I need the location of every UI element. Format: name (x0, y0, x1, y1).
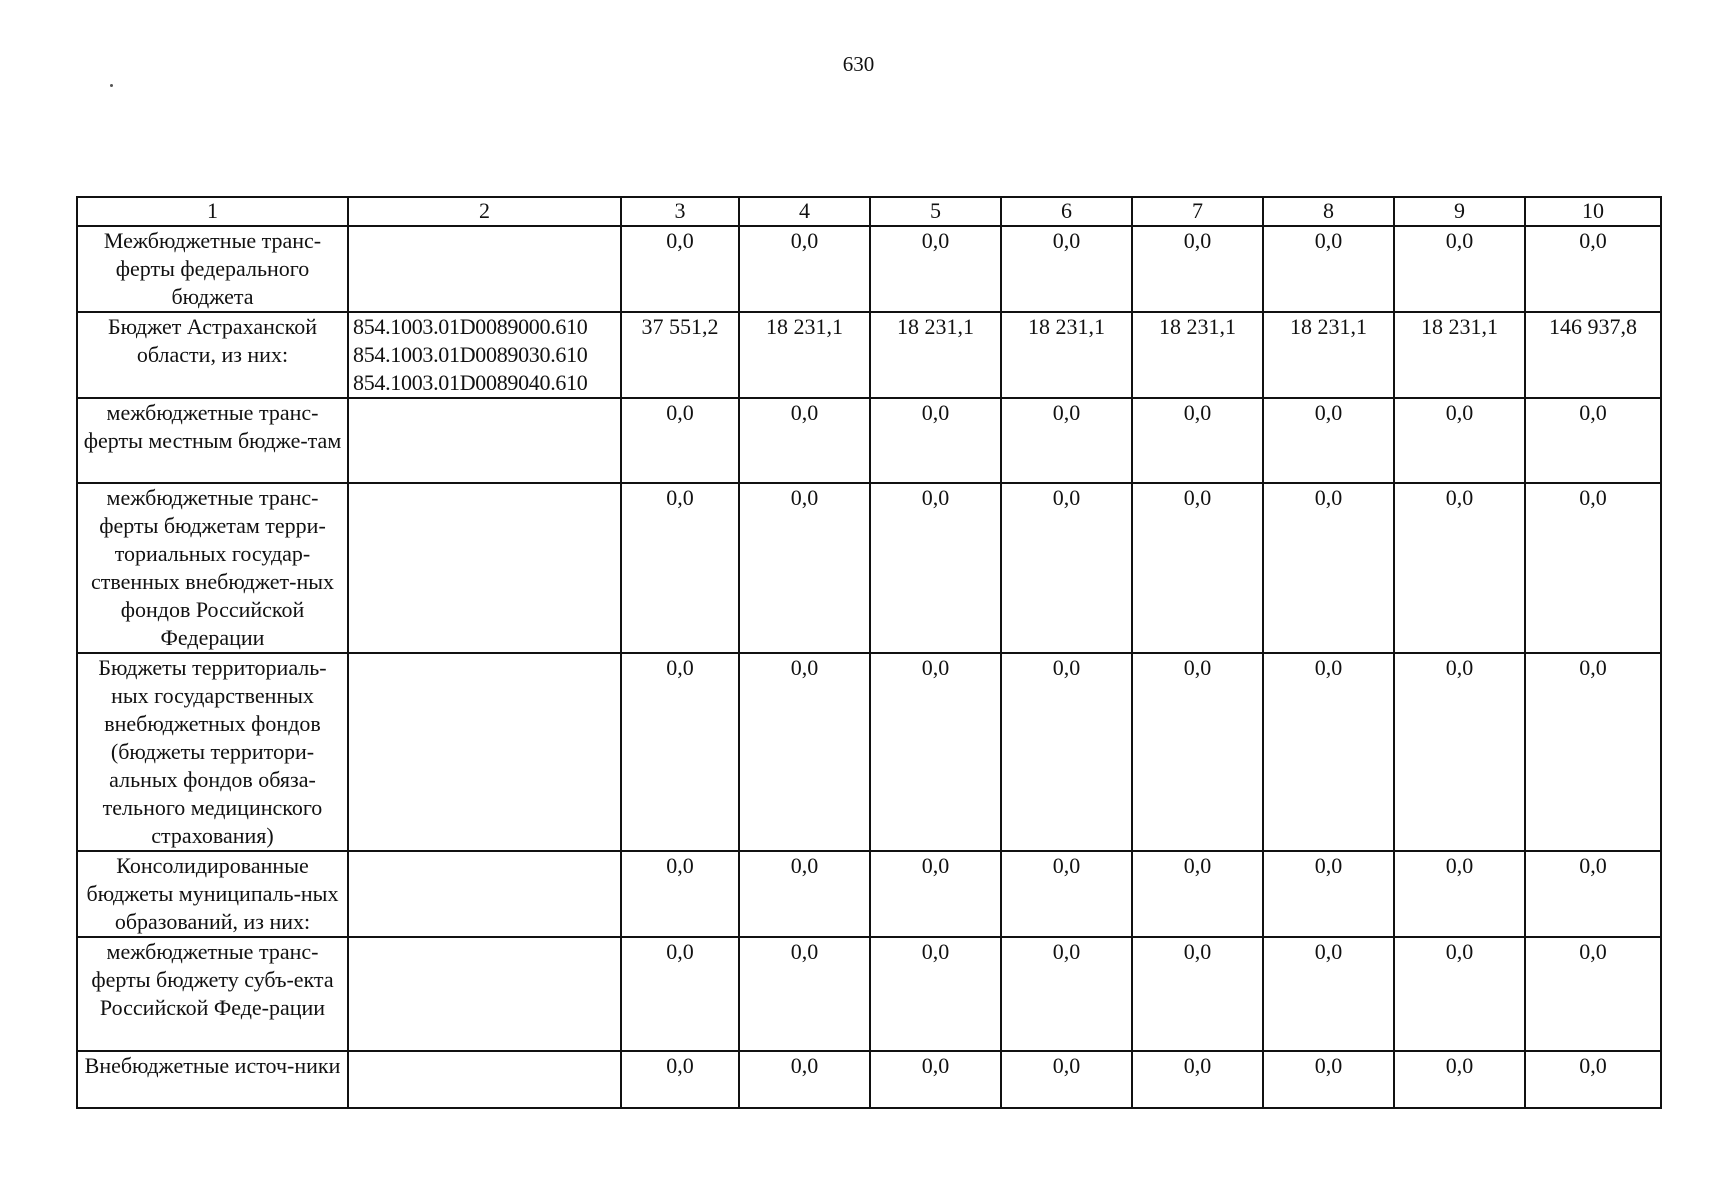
page-number: 630 (842, 52, 875, 76)
budget-table (76, 196, 1662, 1109)
value-cell: 0,0 (1263, 851, 1394, 937)
value-cell: 0,0 (1132, 483, 1263, 653)
value-cell: 0,0 (621, 851, 739, 937)
value-cell: 0,0 (739, 653, 870, 851)
value-cell: 0,0 (1263, 1051, 1394, 1108)
value-cell: 0,0 (1394, 483, 1525, 653)
row-label: Бюджет Астраханской области, из них: (77, 312, 348, 398)
value-cell: 0,0 (621, 226, 739, 312)
value-cell: 146 937,8 (1525, 312, 1661, 398)
row-label: Внебюджетные источ-ники (77, 1051, 348, 1108)
scan-speck (110, 84, 113, 87)
budget-code-cell (348, 851, 621, 937)
value-cell: 0,0 (739, 483, 870, 653)
column-header: 8 (1263, 197, 1394, 226)
table-row (77, 937, 1661, 1051)
value-cell: 0,0 (870, 483, 1001, 653)
budget-code: 854.1003.01D0089000.610 (353, 314, 588, 339)
value-cell: 0,0 (1394, 226, 1525, 312)
table-row (77, 653, 1661, 851)
value-cell: 0,0 (1263, 226, 1394, 312)
value-cell: 0,0 (870, 226, 1001, 312)
row-label: межбюджетные транс-ферты бюджету субъ-екта Российской Феде-рации (77, 937, 348, 1051)
budget-code-cell (348, 653, 621, 851)
table-row (77, 226, 1661, 312)
value-cell: 0,0 (1132, 851, 1263, 937)
value-cell: 18 231,1 (1001, 312, 1132, 398)
value-cell: 18 231,1 (739, 312, 870, 398)
value-cell: 0,0 (870, 398, 1001, 483)
value-cell: 0,0 (1263, 483, 1394, 653)
value-cell: 0,0 (739, 937, 870, 1051)
value-cell: 18 231,1 (1394, 312, 1525, 398)
value-cell: 0,0 (870, 653, 1001, 851)
column-header: 1 (77, 197, 348, 226)
value-cell: 0,0 (1394, 653, 1525, 851)
value-cell: 37 551,2 (621, 312, 739, 398)
table-row (77, 851, 1661, 937)
column-header: 5 (870, 197, 1001, 226)
value-cell: 18 231,1 (1263, 312, 1394, 398)
column-header: 4 (739, 197, 870, 226)
value-cell: 0,0 (1132, 226, 1263, 312)
value-cell: 0,0 (1132, 937, 1263, 1051)
column-header: 7 (1132, 197, 1263, 226)
value-cell: 0,0 (739, 1051, 870, 1108)
value-cell: 0,0 (1525, 1051, 1661, 1108)
value-cell: 18 231,1 (1132, 312, 1263, 398)
row-label: Бюджеты территориаль-ных государственных внебюджетных фондов (бюджеты территори-альных фондов обяза-тельного медицинского страхования) (77, 653, 348, 851)
header-row (77, 197, 1661, 226)
budget-code-cell (348, 312, 621, 398)
value-cell: 0,0 (1525, 851, 1661, 937)
value-cell: 0,0 (621, 1051, 739, 1108)
value-cell: 0,0 (1263, 398, 1394, 483)
table-row (77, 312, 1661, 398)
value-cell: 0,0 (1394, 398, 1525, 483)
value-cell: 0,0 (621, 937, 739, 1051)
value-cell: 0,0 (1001, 1051, 1132, 1108)
budget-code-cell (348, 483, 621, 653)
value-cell: 0,0 (870, 1051, 1001, 1108)
value-cell: 0,0 (1132, 398, 1263, 483)
column-header: 10 (1525, 197, 1661, 226)
value-cell: 0,0 (1001, 226, 1132, 312)
column-header: 2 (348, 197, 621, 226)
table-row (77, 1051, 1661, 1108)
value-cell: 0,0 (621, 483, 739, 653)
value-cell: 0,0 (1132, 1051, 1263, 1108)
value-cell: 0,0 (621, 653, 739, 851)
value-cell: 0,0 (739, 226, 870, 312)
row-label: межбюджетные транс-ферты местным бюдже-там (77, 398, 348, 483)
value-cell: 0,0 (1132, 653, 1263, 851)
value-cell: 0,0 (1394, 937, 1525, 1051)
budget-code: 854.1003.01D0089030.610 (353, 342, 588, 367)
value-cell: 0,0 (1001, 398, 1132, 483)
column-header: 6 (1001, 197, 1132, 226)
value-cell: 0,0 (1001, 937, 1132, 1051)
value-cell: 0,0 (870, 937, 1001, 1051)
table-row (77, 483, 1661, 653)
value-cell: 0,0 (1001, 851, 1132, 937)
column-header: 3 (621, 197, 739, 226)
row-label: Консолидированные бюджеты муниципаль-ных образований, из них: (77, 851, 348, 937)
budget-code: 854.1003.01D0089040.610 (353, 370, 588, 395)
value-cell: 0,0 (739, 398, 870, 483)
value-cell: 18 231,1 (870, 312, 1001, 398)
value-cell: 0,0 (1525, 226, 1661, 312)
value-cell: 0,0 (1525, 483, 1661, 653)
row-label: Межбюджетные транс-ферты федерального бюджета (77, 226, 348, 312)
budget-code-cell (348, 937, 621, 1051)
table-row (77, 398, 1661, 483)
value-cell: 0,0 (1263, 937, 1394, 1051)
value-cell: 0,0 (1525, 398, 1661, 483)
budget-code-cell (348, 226, 621, 312)
value-cell: 0,0 (621, 398, 739, 483)
budget-code-cell (348, 1051, 621, 1108)
budget-code-cell (348, 398, 621, 483)
value-cell: 0,0 (1001, 653, 1132, 851)
value-cell: 0,0 (1394, 1051, 1525, 1108)
value-cell: 0,0 (1525, 653, 1661, 851)
value-cell: 0,0 (1001, 483, 1132, 653)
value-cell: 0,0 (1263, 653, 1394, 851)
value-cell: 0,0 (739, 851, 870, 937)
row-label: межбюджетные транс-ферты бюджетам терри-ториальных государ-ственных внебюджет-ных фондов Российской Федерации (77, 483, 348, 653)
column-header: 9 (1394, 197, 1525, 226)
value-cell: 0,0 (1525, 937, 1661, 1051)
value-cell: 0,0 (1394, 851, 1525, 937)
value-cell: 0,0 (870, 851, 1001, 937)
